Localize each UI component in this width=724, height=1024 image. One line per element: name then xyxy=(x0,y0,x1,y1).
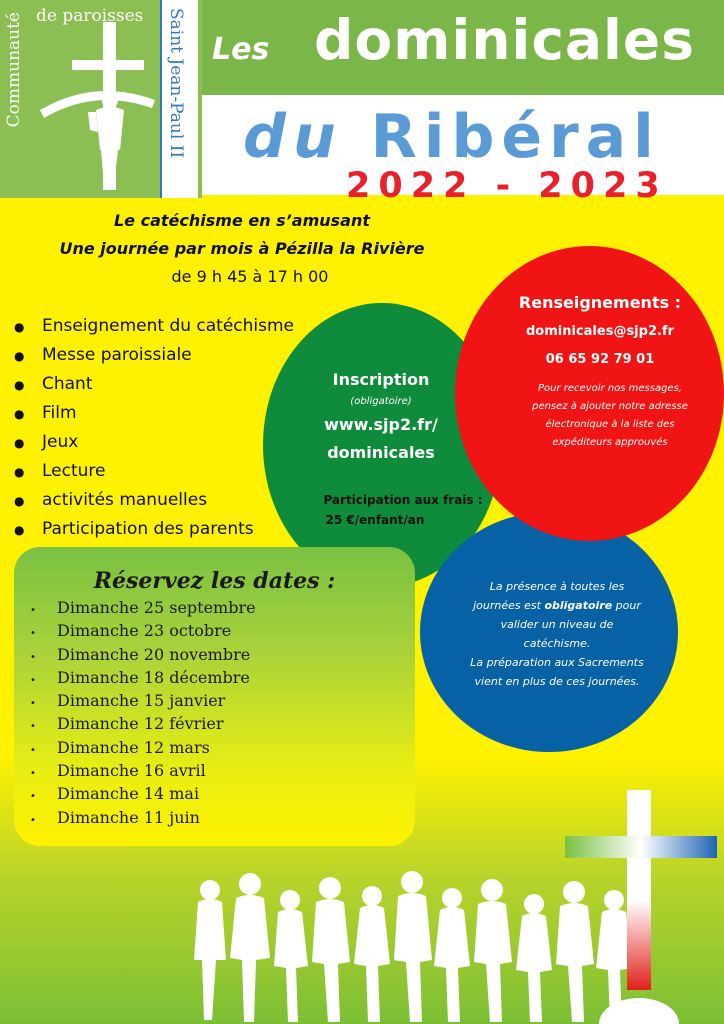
list-item-label: Enseignement du catéchisme xyxy=(42,316,295,336)
title-du: du xyxy=(243,102,343,172)
date-label: Dimanche 14 mai xyxy=(57,784,200,804)
intro-hours: de 9 h 45 à 17 h 00 xyxy=(171,267,329,286)
presence-text-part: La préparation aux Sacrements vient en plus de ces journées. xyxy=(470,656,644,688)
fee-label: Participation aux frais : xyxy=(323,493,483,507)
presence-text-part: pour valider un niveau de catéchisme. xyxy=(500,599,641,650)
bullet-icon: ● xyxy=(14,436,25,450)
date-label: Dimanche 25 septembre xyxy=(57,598,256,617)
list-item-label: Participation des parents xyxy=(42,519,254,539)
fee-amount: 25 €/enfant/an xyxy=(325,513,425,527)
list-item xyxy=(30,645,256,668)
date-label: Dimanche 12 février xyxy=(57,714,224,734)
list-item xyxy=(30,691,256,714)
date-label: Dimanche 15 janvier xyxy=(57,691,226,711)
list-item-label: Film xyxy=(42,403,77,423)
bullet-icon: ● xyxy=(14,494,25,508)
list-item-label: Lecture xyxy=(42,461,106,481)
logo-text-saint-jean-paul: Saint Jean-Paul II xyxy=(166,8,186,159)
bullet-icon: • xyxy=(30,814,36,826)
list-item xyxy=(30,738,256,761)
list-item-label: Chant xyxy=(42,374,93,394)
list-item xyxy=(14,519,294,548)
date-label: Dimanche 12 mars xyxy=(57,737,210,757)
inscription-title: Inscription xyxy=(332,370,430,389)
list-item xyxy=(30,808,256,831)
bullet-icon: • xyxy=(30,628,36,640)
list-item-label: activités manuelles xyxy=(42,490,208,510)
title-les: Les xyxy=(212,32,270,67)
list-item xyxy=(14,490,294,519)
title-years: 2022 - 2023 xyxy=(346,166,668,206)
list-item xyxy=(14,374,294,403)
list-item xyxy=(30,784,256,807)
presence-text-part: La présence à toutes les journées est xyxy=(473,580,625,612)
bullet-icon: ● xyxy=(14,465,25,479)
list-item xyxy=(14,316,294,345)
info-phone[interactable]: 06 65 92 79 01 xyxy=(545,352,655,367)
bullet-icon: ● xyxy=(14,407,25,421)
bullet-icon: • xyxy=(30,605,36,616)
list-item xyxy=(14,461,294,490)
list-item xyxy=(30,714,256,737)
bullet-icon: • xyxy=(30,698,36,710)
dates-list xyxy=(30,598,256,831)
bullet-icon: • xyxy=(30,768,36,780)
activities-list xyxy=(14,316,294,548)
bullet-icon: • xyxy=(30,791,36,803)
dates-title: Réservez les dates : xyxy=(93,568,336,594)
list-item xyxy=(30,761,256,784)
list-item xyxy=(30,598,256,621)
date-label: Dimanche 23 octobre xyxy=(57,621,232,641)
bullet-icon: ● xyxy=(14,320,25,334)
inscription-link[interactable]: www.sjp2.fr/ xyxy=(324,415,438,434)
date-label: Dimanche 20 novembre xyxy=(57,644,251,664)
crucifix-logo xyxy=(0,0,160,198)
info-email-link[interactable]: dominicales@sjp2.fr xyxy=(526,324,674,339)
inscription-link-cont[interactable]: dominicales xyxy=(327,443,435,462)
date-label: Dimanche 16 avril xyxy=(57,761,206,781)
bullet-icon: ● xyxy=(14,349,25,363)
intro-tagline: Le catéchisme en s’amusant xyxy=(113,211,370,230)
cross-icon xyxy=(565,790,720,1024)
inscription-note: (obligatoire) xyxy=(350,396,412,407)
title-dominicales: dominicales xyxy=(314,8,695,72)
presence-text xyxy=(468,577,646,691)
list-item-label: Jeux xyxy=(42,432,79,452)
date-label: Dimanche 11 juin xyxy=(57,807,200,827)
presence-obligatoire: obligatoire xyxy=(544,599,613,612)
intro-frequency: Une journée par mois à Pézilla la Rivière xyxy=(59,239,425,258)
bullet-icon: ● xyxy=(14,378,25,392)
title-du-riberal xyxy=(243,102,661,172)
list-item xyxy=(14,345,294,374)
logo-text-paroisses: de paroisses xyxy=(36,6,144,26)
title-riberal: Ribéral xyxy=(370,102,661,172)
bullet-icon: • xyxy=(30,744,36,756)
list-item xyxy=(30,668,256,691)
date-label: Dimanche 18 décembre xyxy=(57,667,250,687)
list-item xyxy=(14,403,294,432)
bullet-icon: • xyxy=(30,721,36,733)
list-item-label: Messe paroissiale xyxy=(42,345,192,365)
info-note: Pour recevoir nos messages, pensez à ajouter notre adresse électronique à la liste des expéditeurs approuvés xyxy=(532,383,688,448)
list-item xyxy=(30,621,256,644)
logo-text-communaute: Communauté xyxy=(4,12,24,128)
bullet-icon: • xyxy=(30,674,36,686)
bullet-icon: • xyxy=(30,651,36,663)
info-title: Renseignements : xyxy=(518,293,682,312)
list-item xyxy=(14,432,294,461)
bullet-icon: ● xyxy=(14,523,25,537)
